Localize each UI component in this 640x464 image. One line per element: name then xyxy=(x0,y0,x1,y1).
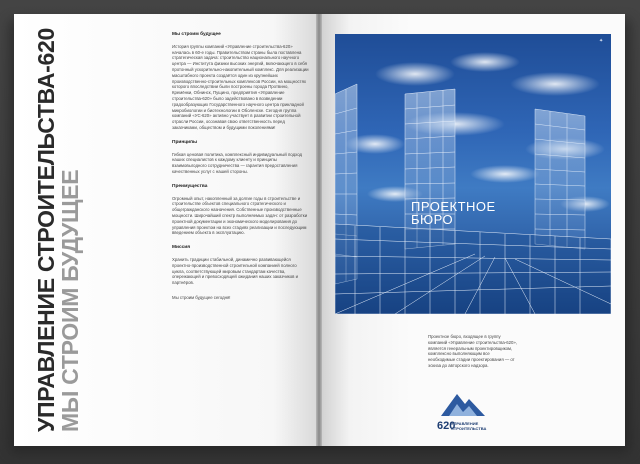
closing-slogan: Мы строим будущее сегодня! xyxy=(172,294,231,300)
logo-text xyxy=(451,422,486,431)
section-heading: Принципы xyxy=(172,139,198,145)
section-text: История группы компаний «Управление строительства-620» началась в 60-е годы. Правительством страны была поставлена стратегическая задача: строительство национального научного центра — Института физики высоких энергий, включающего в себя протонный ускорительно-накопительный комплекс. Для реализации масштабного проекта создаётся один из крупнейших производственно-строительных комплексов России, на мощностях которого впоследствии были построены города Протвино, Кремёнки, Обнинск, Пущино, предприятия «Управление строительства-620» было задействовано в возведении градообразующих Государственного научного центра прикладной микробиологии и биотехнологии в Оболенске. Сегодня группа компаний «УС-620» активно участвует в развитии строительной отрасли России, осознавая свою ответственность перед заказчиками, обществом и будущими поколениями! xyxy=(172,43,309,130)
section-text: Хранить традиции стабильной, динамично развивающейся проектно-производственной строительной компанией полного цикла, соответствующей мировым стандартам качества, опережающей и превосходящей ожидания наших заказчиков и партнёров. xyxy=(172,256,299,286)
logo-number: 620 xyxy=(437,420,456,432)
text-column xyxy=(172,32,310,310)
section-text: Огромный опыт, накопленный за долгие годы в строительстве и строительстве объектов специального стратегического и общегражданского назначения. Собственные производственные мощности. Широчайший спектр выполняемых задач: от разработки проектной документации и экономического моделирования до управления проектом на всех стадиях реализации и последующим введением объекта в эксплуатацию. xyxy=(172,195,308,236)
photo-label xyxy=(411,200,496,226)
photo-caption: Проектное бюро, входящее в группу компаний «Управление строительства-620», является генеральным проектировщиком, комплексно выполняющим все необходимые стадии проектирования — от эскиза до авторского надзора. xyxy=(428,334,517,368)
logo-text-line1: УПРАВЛЕНИЕ xyxy=(451,421,479,426)
photo-label-line2: БЮРО xyxy=(411,212,454,227)
vertical-title-line1: УПРАВЛЕНИЕ СТРОИТЕЛЬСТВА-620 xyxy=(33,28,59,432)
wireframe-buildings-illustration xyxy=(335,34,611,314)
right-page xyxy=(319,14,625,446)
section-heading: Преимущества xyxy=(172,183,208,189)
section-text: Гибкая ценовая политика, комплексный индивидуальный подход наших специалистов к каждому клиенту и принципы взаимовыгодного сотрудничества — гарантия предоставления качественных услуг с нашей стороны. xyxy=(172,151,303,174)
corner-mark-icon: ✦ xyxy=(599,38,604,44)
section-heading: Мы строим будущее xyxy=(172,32,221,37)
logo-text-line2: СТРОИТЕЛЬСТВА xyxy=(451,425,487,431)
left-page xyxy=(14,14,319,446)
low-building xyxy=(335,224,611,314)
photo-label-line1: ПРОЕКТНОЕ xyxy=(411,199,496,214)
section-heading: Миссия xyxy=(172,245,191,251)
vertical-title-line2: МЫ СТРОИМ БУДУЩЕЕ xyxy=(57,169,83,432)
vertical-title xyxy=(34,28,82,432)
spine-fold xyxy=(316,14,322,446)
architecture-photo xyxy=(335,34,611,314)
right-tower xyxy=(535,109,585,249)
